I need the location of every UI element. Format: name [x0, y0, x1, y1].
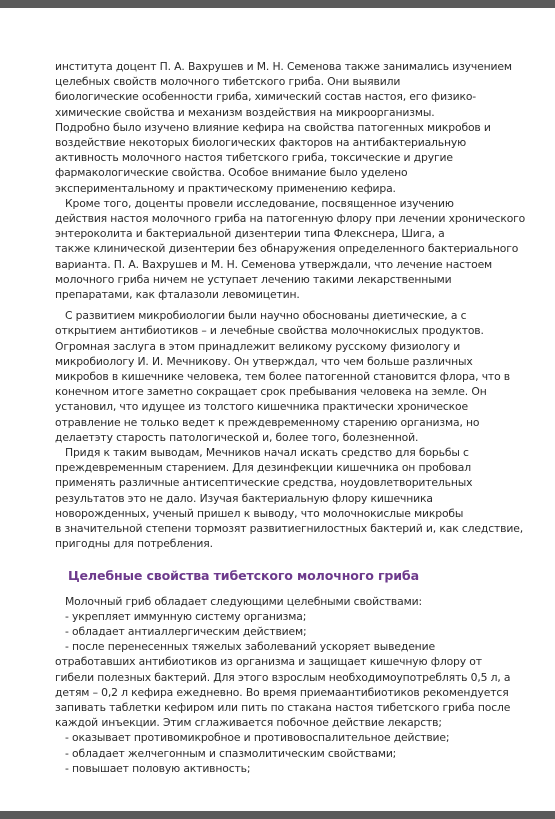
document-page [0, 8, 555, 811]
text-line: С развитием микробиологии были научно обоснованы диетические, а с [65, 309, 467, 323]
text-line: результатов это не дало. Изучая бактериальную флору кишечника [55, 491, 433, 505]
paragraph-block-3 [55, 594, 510, 776]
document-body [55, 59, 526, 776]
text-line: Огромная заслуга в этом принадлежит великому русскому физиологу и [55, 339, 461, 353]
text-line: Подробно было изучено влияние кефира на свойства патогенных микробов и [55, 120, 491, 134]
text-line: препаратами, как фталазоли левомицетин. [55, 288, 300, 302]
text-line: варианта. П. А. Вахрушев и М. Н. Семенова утверждали, что лечение настоем [55, 257, 493, 271]
text-line: фармакологические свойства. Особое внимание было уделено [55, 166, 408, 180]
text-line: Кроме того, доценты провели исследование, посвященное изучению [65, 196, 454, 210]
text-line: биологические особенности гриба, химический состав настоя, его физико- [55, 90, 477, 104]
text-line: применять различные антисептические средства, ноудовлетворительных [55, 476, 473, 490]
text-line: - обладает антиаллергическим действием; [65, 624, 307, 638]
text-line: института доцент П. А. Вахрушев и М. Н. Семенова также занимались изучением [55, 60, 512, 73]
text-line: действия настоя молочного гриба на патогенную флору при лечении хронического [55, 212, 526, 226]
text-line: воздействие некоторых биологических факторов на антибактериальную [55, 136, 467, 150]
text-line: запивать таблетки кефиром или пить по стакана настоя тибетского гриба после [55, 700, 511, 714]
text-line: отработавших антибиотиков из организма и защищает кишечную флору от [55, 655, 482, 669]
text-line: микробиологу И. И. Мечникову. Он утверждал, что чем больше различных [55, 354, 473, 368]
paragraph-block-1 [55, 59, 526, 302]
text-line: делаетэту старость патологической и, более того, болезненной. [55, 430, 419, 444]
text-line: конечном итоге заметно сокращает срок пребывания человека на земле. Он [55, 385, 487, 399]
text-line: гибели полезных бактерий. Для этого взрослым необходимоупотреблять 0,5 л, а [55, 670, 511, 684]
text-line: Придя к таким выводам, Мечников начал искать средство для борьбы с [65, 446, 469, 460]
text-line: целебных свойств молочного тибетского гриба. Они выявили [55, 75, 401, 89]
section-heading: Целебные свойства тибетского молочного гриба [68, 567, 419, 583]
text-line: - обладает желчегонным и спазмолитическим свойствами; [65, 746, 397, 760]
text-line: активность молочного настоя тибетского гриба, токсические и другие [55, 151, 453, 165]
text-line: - после перенесенных тяжелых заболеваний ускоряет выведение [65, 640, 435, 654]
text-line: отравление не только ведет к преждевременному старению организма, но [55, 415, 480, 429]
paragraph-block-2 [55, 308, 523, 551]
text-line: пригодны для потребления. [55, 537, 213, 551]
text-line: молочного гриба ничем не уступает лечению такими лекарственными [55, 272, 452, 286]
text-line: экспериментальному и практическому применению кефира. [55, 181, 396, 195]
top-border-bar [0, 0, 555, 8]
text-line: новорожденных, ученый пришел к выводу, что молочнокислые микробы [55, 506, 464, 520]
text-line: установил, что идущее из толстого кишечника практически хроническое [55, 400, 469, 414]
text-line: Молочный гриб обладает следующими целебными свойствами: [65, 594, 422, 608]
text-line: в значительной степени тормозят развитиегнилостных бактерий и, как следствие, [55, 522, 523, 536]
text-line: энтероколита и бактериальной дизентерии типа Флекснера, Шига, а [55, 227, 445, 241]
text-line: каждой инъекции. Этим сглаживается побочное действие лекарств; [55, 716, 442, 730]
text-line: - повышает половую активность; [65, 761, 251, 775]
bottom-border-bar [0, 811, 555, 819]
text-line: также клинической дизентерии без обнаружения определенного бактериального [55, 242, 519, 256]
text-line: преждевременным старением. Для дезинфекции кишечника он пробовал [55, 461, 471, 475]
text-line: химические свойства и механизм воздействия на микроорганизмы. [55, 105, 435, 119]
text-line: - оказывает противомикробное и противовоспалительное действие; [65, 731, 450, 745]
text-line: детям – 0,2 л кефира ежедневно. Во время приемаантибиотиков рекомендуется [55, 685, 509, 699]
text-line: микробов в кишечнике человека, тем более патогенной становится флора, что в [55, 370, 511, 384]
text-line: - укрепляет иммунную систему организма; [65, 609, 307, 623]
text-line: открытием антибиотиков – и лечебные свойства молочнокислых продуктов. [55, 324, 484, 338]
